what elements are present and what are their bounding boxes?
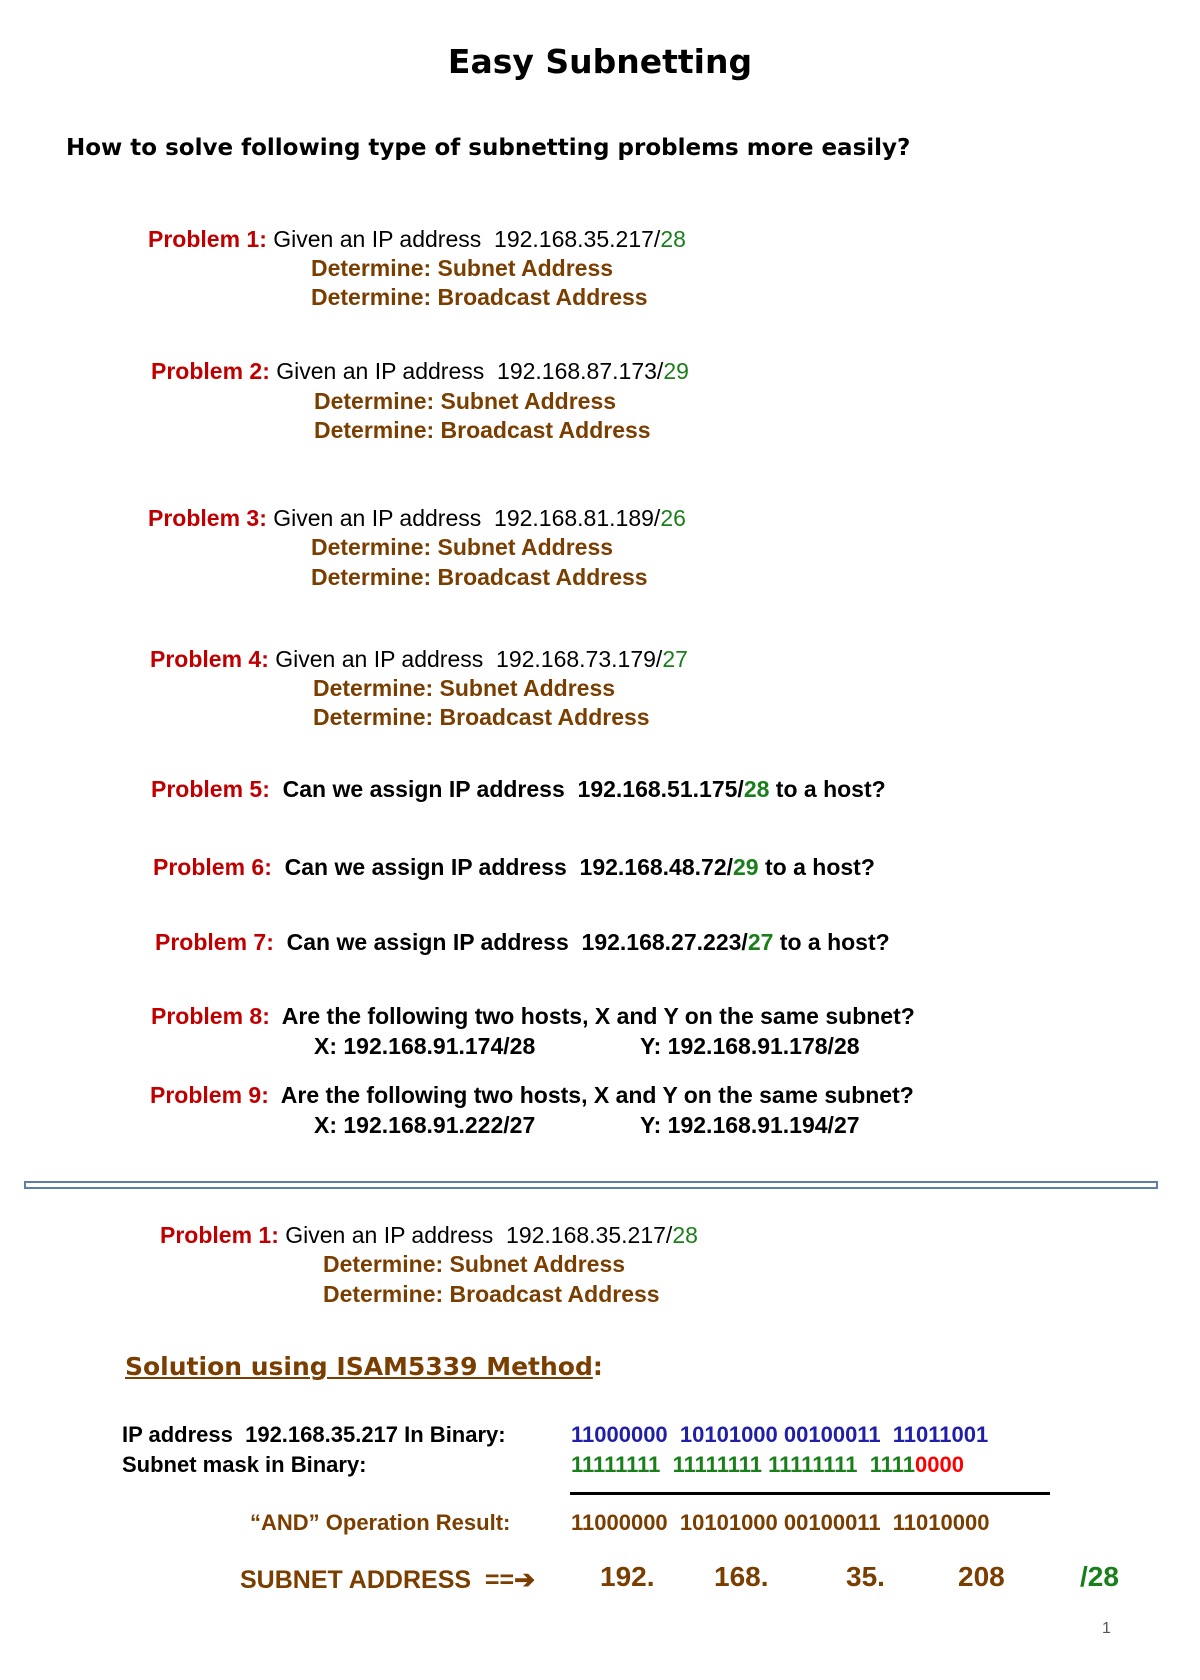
ip-address: 192.168.81.189/ — [494, 505, 661, 531]
subnet-address-label: SUBNET ADDRESS ==➔ — [240, 1566, 536, 1594]
ip-address: 192.168.35.217/ — [494, 226, 661, 252]
problem-label: Problem 1: — [160, 1222, 279, 1248]
problem-label: Problem 6: — [153, 854, 272, 880]
problem-text: Are the following two hosts, X and Y on the same subnet? — [269, 1003, 915, 1029]
problem-label: Problem 3: — [148, 505, 267, 531]
and-result-label: “AND” Operation Result: — [250, 1510, 511, 1535]
ip-address: 192.168.87.173/ — [497, 358, 664, 384]
problem-1 — [148, 226, 686, 253]
subnet-octet-1: 192. — [600, 1561, 655, 1592]
ip-address: 192.168.35.217/ — [506, 1222, 673, 1248]
determine-broadcast: Determine: Broadcast Address — [311, 284, 648, 310]
problem-text: Can we assign IP address — [269, 776, 578, 802]
question-heading: How to solve following type of subnetting problems more easily? — [66, 135, 911, 161]
solution-heading-text: Solution using ISAM5339 Method — [125, 1352, 593, 1381]
subnet-cidr: /28 — [1080, 1561, 1119, 1592]
problem-suffix: to a host? — [758, 854, 875, 880]
section-divider — [24, 1181, 1158, 1189]
ip-address: 192.168.48.72/ — [579, 854, 734, 880]
solution-heading-colon: : — [592, 1352, 603, 1381]
problem-7 — [155, 929, 890, 956]
problem-label: Problem 1: — [148, 226, 267, 252]
cidr-prefix: 29 — [663, 358, 689, 384]
determine-subnet: Determine: Subnet Address — [323, 1251, 626, 1277]
subnet-octet-4: 208 — [958, 1561, 1005, 1592]
cidr-prefix: 28 — [660, 226, 686, 252]
problem-5 — [151, 776, 886, 803]
determine-subnet: Determine: Subnet Address — [311, 534, 614, 560]
problem-text: Can we assign IP address — [271, 854, 580, 880]
determine-broadcast: Determine: Broadcast Address — [311, 564, 648, 590]
problem-4 — [150, 646, 688, 673]
solution-heading — [125, 1352, 603, 1381]
host-x: X: 192.168.91.222/27 — [314, 1112, 536, 1138]
problem-2 — [151, 358, 689, 385]
problem-text: Can we assign IP address — [273, 929, 582, 955]
ip-address: 192.168.51.175/ — [577, 776, 744, 802]
subnet-octet-2: 168. — [714, 1561, 769, 1592]
problem-text: Given an IP address — [278, 1222, 507, 1248]
problem-8 — [151, 1003, 915, 1030]
mask-ones: 11111111 11111111 11111111 1111 — [571, 1452, 916, 1477]
and-result-value: 11000000 10101000 00100011 11010000 — [571, 1510, 990, 1535]
subnet-octet-3: 35. — [846, 1561, 885, 1592]
determine-subnet: Determine: Subnet Address — [314, 388, 617, 414]
problem-text: Given an IP address — [266, 505, 495, 531]
page-number: 1 — [1102, 1620, 1111, 1637]
cidr-prefix: 27 — [747, 929, 774, 955]
mask-zeros: 0000 — [915, 1452, 964, 1477]
ip-address: 192.168.73.179/ — [496, 646, 663, 672]
sum-rule — [570, 1492, 1050, 1495]
ip-address: 192.168.27.223/ — [581, 929, 748, 955]
cidr-prefix: 26 — [660, 505, 686, 531]
host-x: X: 192.168.91.174/28 — [314, 1033, 536, 1059]
determine-broadcast: Determine: Broadcast Address — [314, 417, 651, 443]
problem-text: Given an IP address — [269, 358, 498, 384]
problem-text: Given an IP address — [266, 226, 495, 252]
determine-subnet: Determine: Subnet Address — [311, 255, 614, 281]
problem-label: Problem 7: — [155, 929, 274, 955]
problem-text: Given an IP address — [268, 646, 497, 672]
page-title: Easy Subnetting — [447, 42, 753, 81]
solution-problem-1 — [160, 1222, 698, 1249]
cidr-prefix: 28 — [743, 776, 770, 802]
ip-binary-label: IP address 192.168.35.217 In Binary: — [122, 1422, 506, 1447]
determine-broadcast: Determine: Broadcast Address — [313, 704, 650, 730]
host-y: Y: 192.168.91.178/28 — [640, 1033, 860, 1059]
problem-text: Are the following two hosts, X and Y on the same subnet? — [268, 1082, 914, 1108]
mask-binary-value — [571, 1452, 964, 1478]
problem-3 — [148, 505, 686, 532]
problem-suffix: to a host? — [769, 776, 886, 802]
problem-label: Problem 4: — [150, 646, 269, 672]
cidr-prefix: 28 — [672, 1222, 698, 1248]
problem-label: Problem 5: — [151, 776, 270, 802]
problem-9 — [150, 1082, 914, 1109]
cidr-prefix: 27 — [662, 646, 688, 672]
problem-label: Problem 9: — [150, 1082, 269, 1108]
problem-suffix: to a host? — [773, 929, 890, 955]
determine-subnet: Determine: Subnet Address — [313, 675, 616, 701]
ip-binary-value: 11000000 10101000 00100011 11011001 — [571, 1422, 989, 1447]
cidr-prefix: 29 — [733, 854, 759, 880]
problem-label: Problem 2: — [151, 358, 270, 384]
determine-broadcast: Determine: Broadcast Address — [323, 1281, 660, 1307]
problem-6 — [153, 854, 875, 881]
host-y: Y: 192.168.91.194/27 — [640, 1112, 860, 1138]
mask-binary-label: Subnet mask in Binary: — [122, 1452, 367, 1477]
problem-label: Problem 8: — [151, 1003, 270, 1029]
